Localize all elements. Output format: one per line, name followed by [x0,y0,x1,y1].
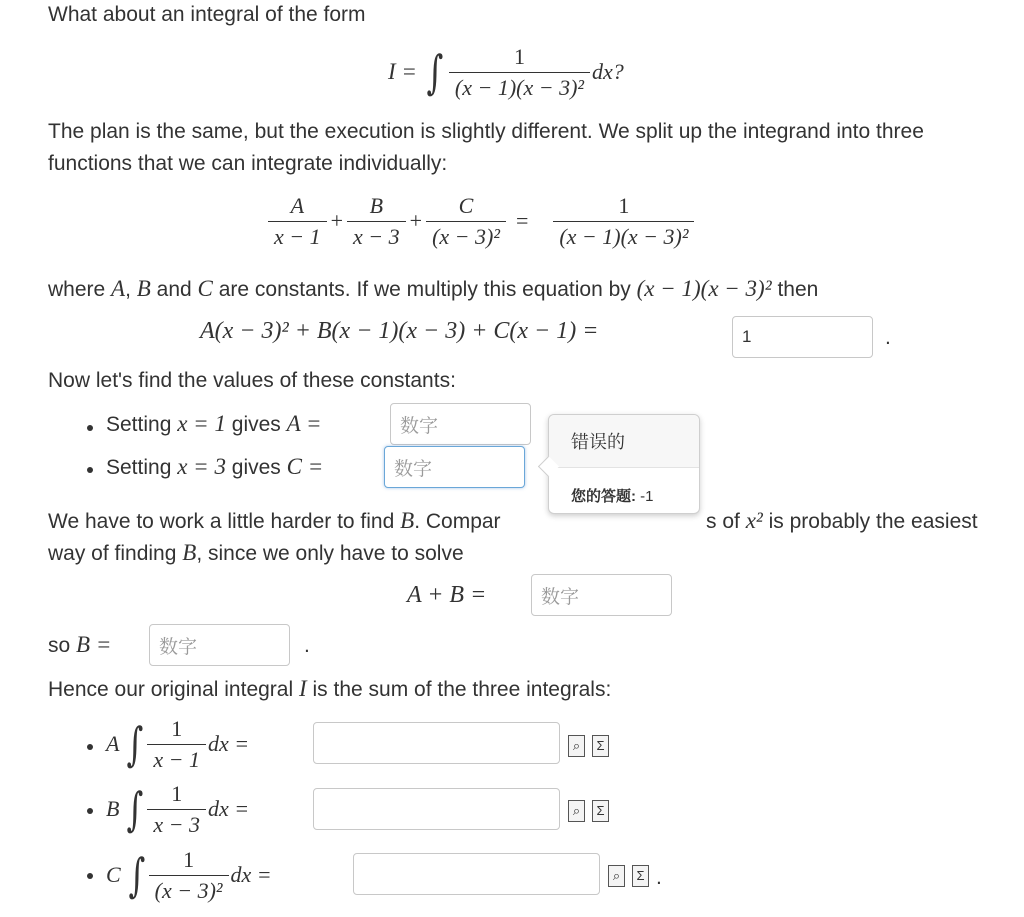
setting-2-var: C = [286,454,324,479]
integral-c-dx: dx = [230,862,272,887]
para2-line2-pre: way of finding [48,542,183,565]
sigma-icon[interactable]: Σ [592,800,609,822]
hence-text [48,676,611,702]
find-constants-text: Now let's find the values of these constants: [48,369,456,392]
integral-sign: ∫ [127,717,144,771]
c-value-placeholder: 数字 [394,458,433,480]
a-value-placeholder: 数字 [400,415,439,437]
integral-c-fraction [149,847,229,904]
frac-b [347,193,406,250]
setting-2-text [106,454,323,480]
so-b-period: . [304,634,310,657]
para2-pre: We have to work a little harder to find [48,510,401,533]
integral-row-b [106,775,249,843]
integral-b-dx: dx = [208,796,250,821]
bullet [87,808,93,814]
frac-c-den: (x − 3)² [426,221,506,250]
where-and: and [150,278,198,301]
integral-c-coef: C [106,862,121,887]
c-value-input[interactable] [384,446,525,488]
integral-a-coef: A [106,731,120,756]
para2-line1 [48,508,501,534]
para2-var-b: B [400,508,415,533]
setting-2-expr: x = 3 [177,454,226,479]
where-p2: are constants. If we multiply this equation by [212,278,637,301]
integral-a-dx: dx = [208,731,250,756]
sigma-icon[interactable]: Σ [592,735,609,757]
where-then: then [771,278,819,301]
a-plus-b-placeholder: 数字 [541,586,580,608]
setting-1-mid: gives [225,413,287,436]
integral-b-den: x − 3 [147,809,206,838]
integral-a-input[interactable] [313,722,560,764]
integral-a-fraction [147,716,206,773]
frac-b-num: B [369,192,384,218]
sigma-icon[interactable]: Σ [632,865,649,887]
para2-tail: s of [706,510,746,533]
integral-sign: ∫ [127,782,144,836]
magnifier-icon[interactable]: ⌕ [568,735,585,757]
setting-1-var: A = [286,411,322,436]
integral-b-fraction [147,781,206,838]
magnifier-icon[interactable]: ⌕ [608,865,625,887]
popup-answer-label: 您的答题: [571,488,636,505]
hence-post: is the sum of the three integrals: [306,678,612,701]
eq1-fraction [449,44,590,101]
bullet [87,744,93,750]
where-p1: where [48,278,112,301]
hence-var-i: I [298,676,307,701]
setting-2-pre: Setting [106,456,178,479]
para2-line2 [48,540,464,566]
para2-end: is probably the easiest [762,510,978,533]
b-value-input[interactable] [149,624,290,666]
setting-1-expr: x = 1 [177,411,226,436]
popup-title: 错误的 [549,415,699,468]
plus-1: + [330,208,344,233]
frac-c-num: C [458,192,474,218]
frac-rhs [538,193,709,250]
frac-rhs-num: 1 [618,192,630,218]
multiplier-expr: (x − 1)(x − 3)² [636,276,772,301]
intro-text: What about an integral of the form [48,3,366,26]
frac-a [268,193,327,250]
integral-b-num: 1 [171,780,183,806]
bullet [87,467,93,473]
equals-sign: = [515,208,529,233]
eq3-lhs: A(x − 3)² + B(x − 1)(x − 3) + C(x − 1) = [200,318,599,344]
feedback-popup [548,414,700,514]
frac-b-den: x − 3 [347,221,406,250]
a-value-input[interactable] [390,403,531,445]
frac-c [426,193,506,250]
integral-c-num: 1 [183,846,195,872]
para1-line2: functions that we can integrate individually: [48,152,448,175]
integral-b-coef: B [106,796,120,821]
para2-post: . Compar [414,510,501,533]
para2-line1-tail [706,508,978,534]
integral-equation [388,36,624,108]
setting-1-pre: Setting [106,413,178,436]
integral-a-den: x − 1 [147,744,206,773]
integral-c-den: (x − 3)² [149,875,229,904]
plus-2: + [409,208,423,233]
eq1-denominator: (x − 1)(x − 3)² [449,72,590,101]
para1-line1: The plan is the same, but the execution is slightly different. We split up the integrand into three [48,120,924,143]
eq1-tail: dx? [592,59,624,84]
para2-x2: x² [745,508,763,533]
popup-body [549,468,699,506]
eq4-lhs: A + B = [407,582,487,608]
eq1-numerator: 1 [513,43,525,69]
frac-a-num: A [290,192,305,218]
hence-pre: Hence our original integral [48,678,299,701]
where-text [48,276,818,302]
so-b-pre: so [48,634,77,657]
var-c: C [197,276,213,301]
setting-2-mid: gives [225,456,287,479]
var-b: B [136,276,151,301]
integral-row-a [106,710,249,778]
integral-c-input[interactable] [353,853,600,895]
bullet [87,425,93,431]
integral-sign: ∫ [128,848,146,902]
frac-a-den: x − 1 [268,221,327,250]
so-b-text [48,632,111,658]
eq3-answer-input[interactable] [732,316,873,358]
partial-fraction-equation [268,184,709,258]
eq3-answer-value: 1 [742,327,752,346]
integral-b-input[interactable] [313,788,560,830]
setting-1-text [106,411,322,437]
where-comma: , [125,278,137,301]
eq1-lhs: I = [388,59,417,84]
so-b-var: B = [76,632,112,657]
eq3-period: . [885,326,891,349]
var-a: A [111,276,126,301]
final-period: . [656,866,662,889]
magnifier-icon[interactable]: ⌕ [568,800,585,822]
b-value-placeholder: 数字 [159,636,198,658]
integral-sign: ∫ [426,45,444,99]
integral-a-num: 1 [171,715,183,741]
para2-line2-var-b: B [182,540,197,565]
bullet [87,873,93,879]
a-plus-b-input[interactable] [531,574,672,616]
popup-answer-value: -1 [640,488,654,505]
para2-line2-post: , since we only have to solve [196,542,464,565]
integral-row-c [106,840,272,910]
frac-rhs-den: (x − 1)(x − 3)² [553,221,694,250]
